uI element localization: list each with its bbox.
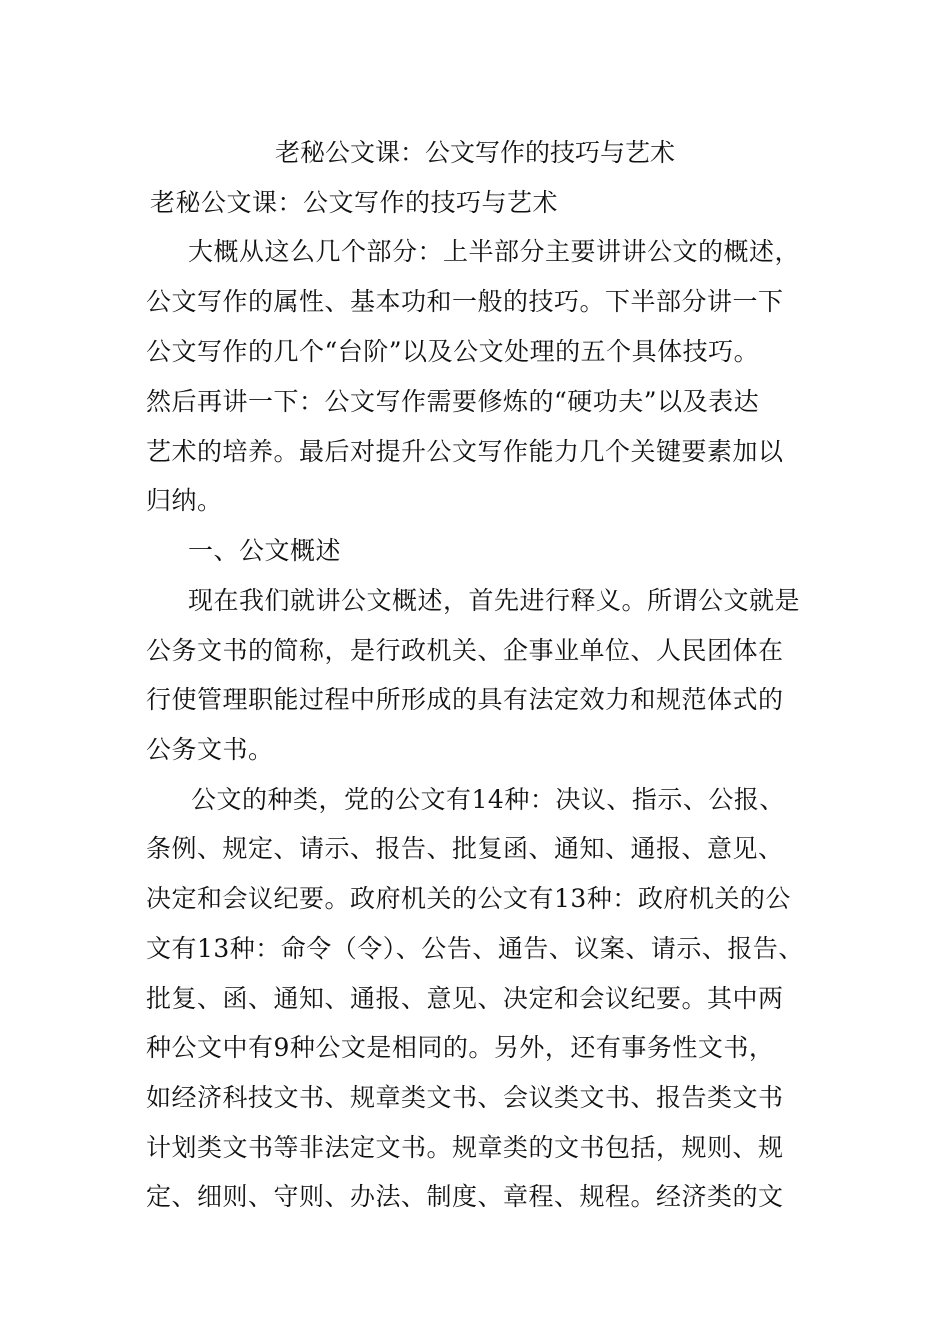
paragraph-3-line-3: 行使管理职能过程中所形成的具有法定效力和规范体式的: [146, 685, 784, 714]
paragraph-4-line-5: 批复、函、通知、通报、意见、决定和会议纪要。其中两: [146, 984, 784, 1013]
paragraph-3-line-4: 公务文书。: [146, 735, 274, 764]
document-subtitle: 老秘公文课：公文写作的技巧与艺术: [150, 188, 559, 217]
paragraph-4-line-8: 计划类文书等非法定文书。规章类的文书包括，规则、规: [146, 1133, 784, 1162]
paragraph-1-line-2: 公文写作的属性、基本功和一般的技巧。下半部分讲一下: [146, 287, 784, 316]
paragraph-4-line-2: 条例、规定、请示、报告、批复函、通知、通报、意见、: [146, 834, 784, 863]
paragraph-4-line-9: 定、细则、守则、办法、制度、章程、规程。经济类的文: [146, 1182, 784, 1211]
paragraph-1-line-1: 大概从这么几个部分：上半部分主要讲讲公文的概述，: [188, 237, 801, 266]
paragraph-1-line-4: 然后再讲一下：公文写作需要修炼的“硬功夫”以及表达: [146, 387, 760, 416]
paragraph-1-line-5: 艺术的培养。最后对提升公文写作能力几个关键要素加以: [146, 437, 784, 466]
paragraph-1-line-6: 归纳。: [146, 486, 223, 515]
paragraph-4-line-7: 如经济科技文书、规章类文书、会议类文书、报告类文书: [146, 1083, 784, 1112]
paragraph-4-line-6: 种公文中有9种公文是相同的。另外，还有事务性文书，: [146, 1033, 775, 1062]
section-heading: 一、公文概述: [188, 536, 342, 565]
paragraph-1-line-3: 公文写作的几个“台阶”以及公文处理的五个具体技巧。: [146, 337, 760, 366]
paragraph-4-line-1: 公文的种类，党的公文有14种：决议、指示、公报、: [191, 785, 785, 814]
paragraph-3-line-2: 公务文书的简称，是行政机关、企事业单位、人民团体在: [146, 636, 784, 665]
paragraph-4-line-3: 决定和会议纪要。政府机关的公文有13种：政府机关的公: [146, 884, 791, 913]
paragraph-4-line-4: 文有13种：命令（令）、公告、通告、议案、请示、报告、: [146, 934, 804, 963]
paragraph-3-line-1: 现在我们就讲公文概述，首先进行释义。所谓公文就是: [188, 586, 801, 615]
document-title: 老秘公文课：公文写作的技巧与艺术: [274, 138, 675, 167]
